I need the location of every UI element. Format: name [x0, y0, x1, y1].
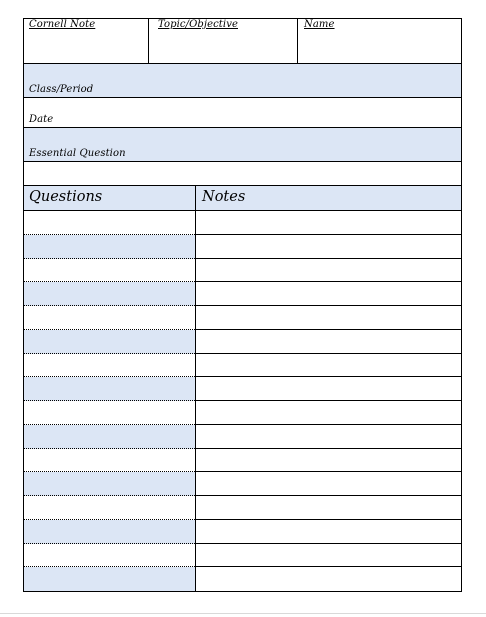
notes-column-title: Notes	[202, 189, 246, 205]
question-cell[interactable]	[24, 377, 195, 401]
essential-question-label: Essential Question	[29, 148, 126, 159]
question-cell[interactable]	[24, 282, 195, 306]
question-cell[interactable]	[24, 211, 195, 235]
question-cell[interactable]	[24, 544, 195, 567]
question-cell[interactable]	[24, 520, 195, 544]
question-cell[interactable]	[24, 472, 195, 496]
question-cell[interactable]	[24, 496, 195, 520]
cornell-note-label: Cornell Note	[29, 19, 96, 30]
question-cell[interactable]	[24, 306, 195, 330]
note-cell[interactable]	[196, 211, 461, 235]
note-cell[interactable]	[196, 306, 461, 330]
note-cell[interactable]	[196, 330, 461, 354]
note-cell[interactable]	[196, 425, 461, 449]
question-cell[interactable]	[24, 259, 195, 282]
question-cell[interactable]	[24, 425, 195, 449]
question-cell[interactable]	[24, 449, 195, 472]
topic-objective-label: Topic/Objective	[158, 19, 238, 30]
note-cell[interactable]	[196, 567, 461, 591]
note-cell[interactable]	[196, 520, 461, 544]
question-cell[interactable]	[24, 235, 195, 259]
date-field[interactable]	[24, 98, 461, 127]
class-period-label: Class/Period	[29, 84, 94, 95]
date-label: Date	[29, 114, 54, 125]
question-cell[interactable]	[24, 567, 195, 591]
note-cell[interactable]	[196, 259, 461, 282]
note-cell[interactable]	[196, 235, 461, 259]
note-cell[interactable]	[196, 282, 461, 306]
note-cell[interactable]	[196, 401, 461, 425]
name-label: Name	[304, 19, 335, 30]
questions-column-title: Questions	[29, 189, 103, 205]
note-cell[interactable]	[196, 544, 461, 567]
essential-question-field[interactable]	[24, 162, 461, 185]
question-cell[interactable]	[24, 401, 195, 425]
page-bottom-edge	[0, 613, 486, 614]
header-divider-2	[297, 18, 298, 64]
note-cell[interactable]	[196, 449, 461, 472]
question-cell[interactable]	[24, 330, 195, 354]
note-cell[interactable]	[196, 472, 461, 496]
note-cell[interactable]	[196, 377, 461, 401]
note-cell[interactable]	[196, 496, 461, 520]
note-cell[interactable]	[196, 354, 461, 377]
header-divider-1	[148, 18, 149, 64]
question-cell[interactable]	[24, 354, 195, 377]
